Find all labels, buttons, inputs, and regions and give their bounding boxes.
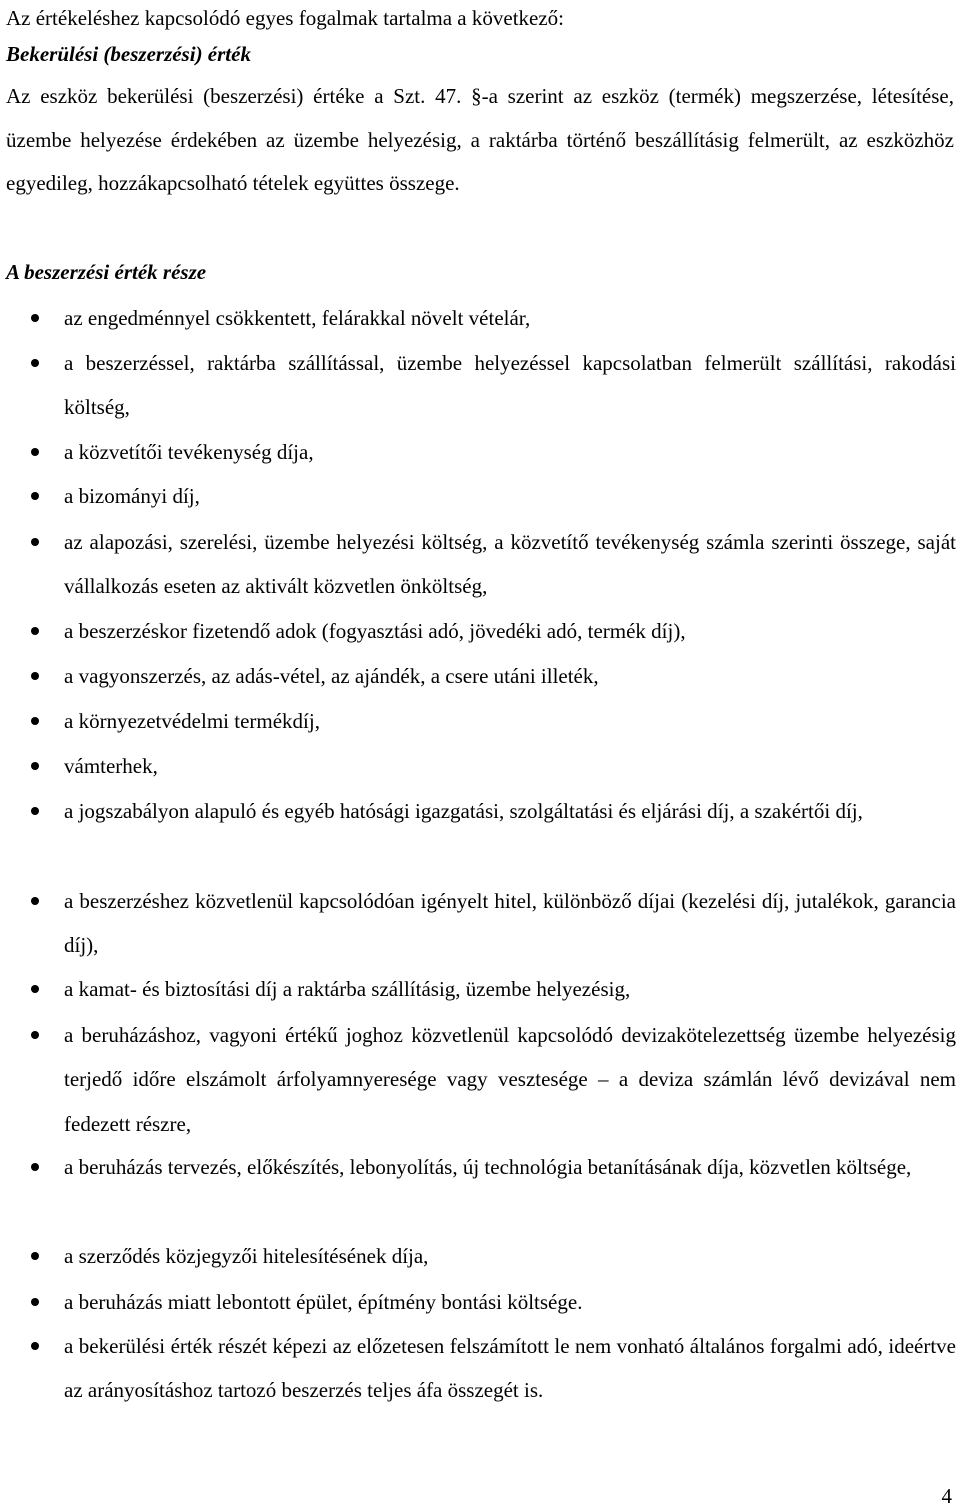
list-item: a bizományi díj, [64, 474, 956, 518]
list-item: a beruházás tervezés, előkészítés, lebonyolítás, új technológia betanításának díja, közvetlen költsége, [64, 1145, 956, 1189]
list-item: az alapozási, szerelési, üzembe helyezési költség, a közvetítő tevékenység számla szerinti összege, saját vállalkozás eseten az aktivált közvetlen önköltség, [64, 520, 956, 609]
page-number: 4 [941, 1484, 952, 1508]
list-item: vámterhek, [64, 744, 956, 788]
list-item: a jogszabályon alapuló és egyéb hatósági igazgatási, szolgáltatási és eljárási díj, a szakértői díj, [64, 789, 956, 833]
list-item: a beruházás miatt lebontott épület, építmény bontási költsége. [64, 1280, 956, 1324]
bullet-icon [31, 359, 39, 367]
bullet-icon [31, 627, 39, 635]
bullet-icon [31, 985, 39, 993]
list-item: a beruházáshoz, vagyoni értékű joghoz közvetlenül kapcsolódó devizakötelezettség üzembe helyezésig terjedő időre elszámolt árfolyamnyeresége vagy vesztesége – a deviza számlán lévő devizával nem fedezett részre, [64, 1013, 956, 1146]
list-item: a beszerzéssel, raktárba szállítással, üzembe helyezéssel kapcsolatban felmerült szállítási, rakodási költség, [64, 341, 956, 430]
bullet-icon [31, 1342, 39, 1350]
bullet-icon [31, 1163, 39, 1171]
list-item: a beszerzéskor fizetendő adok (fogyasztási adó, jövedéki adó, termék díj), [64, 609, 956, 653]
list-item: a vagyonszerzés, az adás-vétel, az ajándék, a csere utáni illeték, [64, 654, 956, 698]
bullet-icon [31, 492, 39, 500]
bullet-icon [31, 1252, 39, 1260]
bullet-icon [31, 1298, 39, 1306]
bullet-icon [31, 1031, 39, 1039]
bullet-icon [31, 807, 39, 815]
list-item: az engedménnyel csökkentett, felárakkal növelt vételár, [64, 296, 956, 340]
bullet-icon [31, 762, 39, 770]
list-item: a közvetítői tevékenység díja, [64, 430, 956, 474]
bullet-icon [31, 717, 39, 725]
bullet-icon [31, 314, 39, 322]
definition-paragraph: Az eszköz bekerülési (beszerzési) értéke a Szt. 47. §-a szerint az eszköz (termék) megszerzése, létesítése, üzembe helyezése érdekében az üzembe helyezésig, a raktárba történő beszállításig felmerült, az eszközhöz egyedileg, hozzákapcsolható tételek együttes összege. [6, 84, 954, 195]
bullet-icon [31, 538, 39, 546]
bullet-icon [31, 448, 39, 456]
heading-bekerulesi-ertek: Bekerülési (beszerzési) érték [6, 42, 251, 66]
heading-beszerzesi-ertek-resze: A beszerzési érték része [6, 260, 207, 284]
list-item: a kamat- és biztosítási díj a raktárba szállításig, üzembe helyezésig, [64, 967, 956, 1011]
intro-text: Az értékeléshez kapcsolódó egyes fogalmak tartalma a következő: [6, 6, 565, 30]
list-item: a szerződés közjegyzői hitelesítésének díja, [64, 1234, 956, 1278]
list-item: a bekerülési érték részét képezi az előzetesen felszámított le nem vonható általános forgalmi adó, ideértve az arányosításhoz tartozó beszerzés teljes áfa összegét is. [64, 1324, 956, 1413]
bullet-icon [31, 672, 39, 680]
bullet-icon [31, 897, 39, 905]
list-item: a beszerzéshez közvetlenül kapcsolódóan igényelt hitel, különböző díjai (kezelési díj, jutalékok, garancia díj), [64, 879, 956, 968]
list-item: a környezetvédelmi termékdíj, [64, 699, 956, 743]
